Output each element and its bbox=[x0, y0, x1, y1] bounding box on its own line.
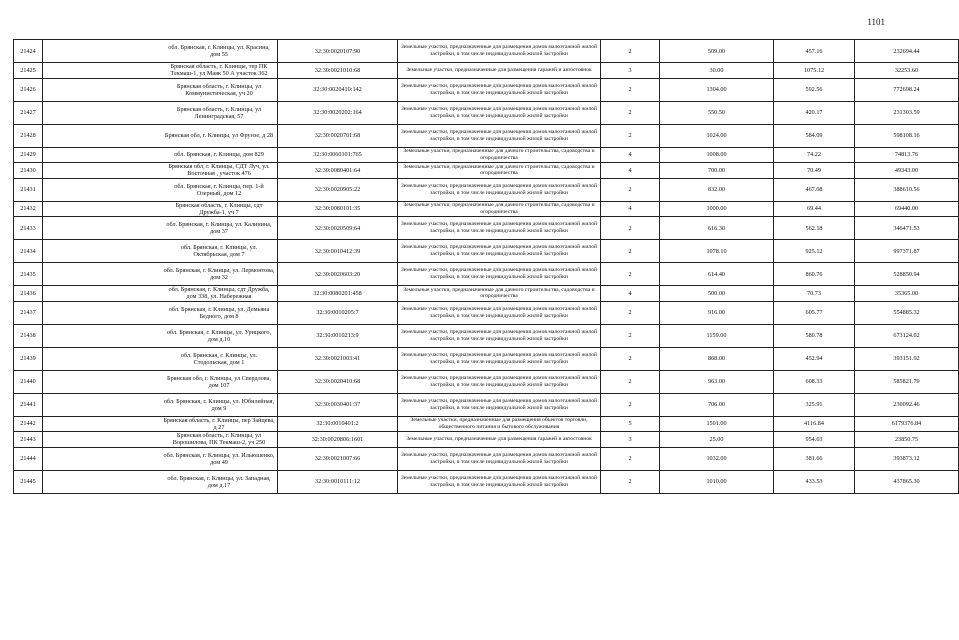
land-use-cell: Земельные участки, предназначенные для размещения домов малоэтажной жилой застройки, в том числе индивидуальной жилой застройки bbox=[398, 124, 601, 147]
area-cell: 1304.00 bbox=[660, 78, 774, 101]
area-cell: 614.40 bbox=[660, 263, 774, 286]
land-use-cell: Земельные участки, предназначенные для размещения домов малоэтажной жилой застройки, в том числе индивидуальной жилой застройки bbox=[398, 240, 601, 263]
table-row bbox=[14, 201, 959, 217]
area-cell: 1159.00 bbox=[660, 324, 774, 347]
row-number-cell: 21434 bbox=[14, 240, 43, 263]
cadastral-value-cell: 673124.02 bbox=[855, 324, 959, 347]
unit-value-cell: 592.56 bbox=[774, 78, 855, 101]
address-cell: Брянская обл, г. Клинцы, ул Свердлова, дом 107 bbox=[43, 370, 278, 393]
land-use-cell: Земельные участки, предназначенные для размещения гаражей и автостоянок bbox=[398, 432, 601, 448]
cadastral-value-cell: 393151.92 bbox=[855, 347, 959, 370]
table-row bbox=[14, 447, 959, 470]
group-cell: 2 bbox=[601, 78, 660, 101]
unit-value-cell: 1075.12 bbox=[774, 63, 855, 79]
area-cell: 1032.00 bbox=[660, 447, 774, 470]
cadastral-number-cell: 32:30:0020905:22 bbox=[278, 178, 398, 201]
group-cell: 2 bbox=[601, 470, 660, 493]
address-cell: обл. Брянская, г. Клинцы, ул. Ильюшенко, дом 49 bbox=[43, 447, 278, 470]
cadastral-value-cell: 437865.30 bbox=[855, 470, 959, 493]
area-cell: 1024.00 bbox=[660, 124, 774, 147]
table-row bbox=[14, 101, 959, 124]
table-row bbox=[14, 286, 959, 302]
address-cell: Брянская обл, г. Клинцы, ул Фрунзе, д 28 bbox=[43, 124, 278, 147]
table-row bbox=[14, 124, 959, 147]
table-row bbox=[14, 347, 959, 370]
row-number-cell: 21425 bbox=[14, 63, 43, 79]
group-cell: 2 bbox=[601, 347, 660, 370]
cadastral-value-cell: 231303.59 bbox=[855, 101, 959, 124]
row-number-cell: 21432 bbox=[14, 201, 43, 217]
cadastral-number-cell: 32:30:0010205:7 bbox=[278, 301, 398, 324]
group-cell: 4 bbox=[601, 147, 660, 163]
cadastral-number-cell: 32:30:0080401:64 bbox=[278, 163, 398, 179]
row-number-cell: 21442 bbox=[14, 416, 43, 432]
group-cell: 3 bbox=[601, 63, 660, 79]
unit-value-cell: 562.18 bbox=[774, 217, 855, 240]
cadastral-value-cell: 772698.24 bbox=[855, 78, 959, 101]
land-use-cell: Земельные участки, предназначенные для размещения домов малоэтажной жилой застройки, в том числе индивидуальной жилой застройки bbox=[398, 447, 601, 470]
cadastral-value-cell: 598108.16 bbox=[855, 124, 959, 147]
address-cell: Брянская область, г. Клинцы, пер Зайцева, д 27 bbox=[43, 416, 278, 432]
table-row bbox=[14, 217, 959, 240]
row-number-cell: 21438 bbox=[14, 324, 43, 347]
table-row bbox=[14, 370, 959, 393]
unit-value-cell: 69.44 bbox=[774, 201, 855, 217]
area-cell: 25.00 bbox=[660, 432, 774, 448]
unit-value-cell: 74.22 bbox=[774, 147, 855, 163]
row-number-cell: 21429 bbox=[14, 147, 43, 163]
address-cell: Брянская область, г. Клинцы, сдт Дружба-1, уч 7 bbox=[43, 201, 278, 217]
land-use-cell: Земельные участки, предназначенные для размещения объектов торговли, общественного питания и бытового обслуживания bbox=[398, 416, 601, 432]
area-cell: 706.00 bbox=[660, 393, 774, 416]
address-cell: обл. Брянская, г. Клинцы, ул. Калинина, дом 37 bbox=[43, 217, 278, 240]
unit-value-cell: 70.49 bbox=[774, 163, 855, 179]
land-use-cell: Земельные участки, предназначенные для размещения домов малоэтажной жилой застройки, в том числе индивидуальной жилой застройки bbox=[398, 370, 601, 393]
unit-value-cell: 70.73 bbox=[774, 286, 855, 302]
row-number-cell: 21439 bbox=[14, 347, 43, 370]
group-cell: 2 bbox=[601, 393, 660, 416]
table-row bbox=[14, 416, 959, 432]
area-cell: 963.00 bbox=[660, 370, 774, 393]
table-row bbox=[14, 147, 959, 163]
cadastral-number-cell: 32:30:0080101:35 bbox=[278, 201, 398, 217]
address-cell: обл. Брянская, г. Клинцы, ул. Урицкого, дом д.10 bbox=[43, 324, 278, 347]
address-cell: Брянская область, г. Клинцы, тер ПК Текмаш-1, ул Маяк 50 А участок 362 bbox=[43, 63, 278, 79]
cadastral-value-cell: 35365.00 bbox=[855, 286, 959, 302]
address-cell: обл. Брянская, г. Клинцы, сдт Дружба, дом 338, ул. Набережная bbox=[43, 286, 278, 302]
area-cell: 550.50 bbox=[660, 101, 774, 124]
row-number-cell: 21435 bbox=[14, 263, 43, 286]
cadastral-value-cell: 32253.60 bbox=[855, 63, 959, 79]
cadastral-number-cell: 32:30:0060101:765 bbox=[278, 147, 398, 163]
cadastral-number-cell: 32:30:0021010:68 bbox=[278, 63, 398, 79]
address-cell: Брянская область, г. Клинцы, ул Коммунистическая, уч 20 bbox=[43, 78, 278, 101]
unit-value-cell: 954.03 bbox=[774, 432, 855, 448]
table-row bbox=[14, 263, 959, 286]
row-number-cell: 21441 bbox=[14, 393, 43, 416]
land-use-cell: Земельные участки, предназначенные для размещения домов малоэтажной жилой застройки, в том числе индивидуальной жилой застройки bbox=[398, 263, 601, 286]
cadastral-value-cell: 528850.94 bbox=[855, 263, 959, 286]
unit-value-cell: 584.09 bbox=[774, 124, 855, 147]
row-number-cell: 21444 bbox=[14, 447, 43, 470]
area-cell: 1078.10 bbox=[660, 240, 774, 263]
table-row bbox=[14, 240, 959, 263]
land-use-cell: Земельные участки, предназначенные для дачного строительства, садоводства и огородничества bbox=[398, 286, 601, 302]
cadastral-value-table bbox=[13, 39, 959, 494]
cadastral-value-cell: 346471.53 bbox=[855, 217, 959, 240]
address-cell: Брянская область, г. Клинцы, ул Ворошилова, ПК Текмаш-2, уч 250 bbox=[43, 432, 278, 448]
address-cell: обл. Брянская, г. Клинцы, ул. Стодольская, дом 1 bbox=[43, 347, 278, 370]
area-cell: 868.00 bbox=[660, 347, 774, 370]
cadastral-number-cell: 32:30:0020509:64 bbox=[278, 217, 398, 240]
row-number-cell: 21430 bbox=[14, 163, 43, 179]
cadastral-value-cell: 997371.87 bbox=[855, 240, 959, 263]
cadastral-number-cell: 32:30:0020603:20 bbox=[278, 263, 398, 286]
unit-value-cell: 925.12 bbox=[774, 240, 855, 263]
address-cell: обл. Брянская, г. Клинцы, ул. Октябрьская, дом 7 bbox=[43, 240, 278, 263]
group-cell: 2 bbox=[601, 447, 660, 470]
group-cell: 2 bbox=[601, 101, 660, 124]
cadastral-value-cell: 74813.76 bbox=[855, 147, 959, 163]
cadastral-value-cell: 49343.00 bbox=[855, 163, 959, 179]
area-cell: 1008.00 bbox=[660, 147, 774, 163]
unit-value-cell: 433.53 bbox=[774, 470, 855, 493]
table-row bbox=[14, 163, 959, 179]
cadastral-value-cell: 69440.00 bbox=[855, 201, 959, 217]
address-cell: Брянская обл, г. Клинцы, СДТ Луч, ул. Восточная , участок 476 bbox=[43, 163, 278, 179]
land-use-cell: Земельные участки, предназначенные для размещения домов малоэтажной жилой застройки, в том числе индивидуальной жилой застройки bbox=[398, 324, 601, 347]
land-use-cell: Земельные участки, предназначенные для дачного строительства, садоводства и огородничества bbox=[398, 201, 601, 217]
land-use-cell: Земельные участки, предназначенные для размещения домов малоэтажной жилой застройки, в том числе индивидуальной жилой застройки bbox=[398, 78, 601, 101]
unit-value-cell: 457.16 bbox=[774, 40, 855, 63]
group-cell: 4 bbox=[601, 163, 660, 179]
row-number-cell: 21426 bbox=[14, 78, 43, 101]
area-cell: 1000.00 bbox=[660, 201, 774, 217]
land-use-cell: Земельные участки, предназначенные для размещения домов малоэтажной жилой застройки, в том числе индивидуальной жилой застройки bbox=[398, 178, 601, 201]
table-row bbox=[14, 40, 959, 63]
area-cell: 916.00 bbox=[660, 301, 774, 324]
address-cell: обл. Брянская, г. Клинцы, ул. Демьяна Бедного, дом 8 bbox=[43, 301, 278, 324]
row-number-cell: 21443 bbox=[14, 432, 43, 448]
group-cell: 2 bbox=[601, 370, 660, 393]
area-cell: 1010.00 bbox=[660, 470, 774, 493]
land-use-cell: Земельные участки, предназначенные для размещения домов малоэтажной жилой застройки, в том числе индивидуальной жилой застройки bbox=[398, 101, 601, 124]
page-number: 1101 bbox=[867, 17, 885, 27]
unit-value-cell: 325.91 bbox=[774, 393, 855, 416]
unit-value-cell: 420.17 bbox=[774, 101, 855, 124]
area-cell: 832.00 bbox=[660, 178, 774, 201]
table-row bbox=[14, 178, 959, 201]
table-row bbox=[14, 393, 959, 416]
address-cell: обл. Брянская, г. Клинцы, ул. Лермонтова, дом 32 bbox=[43, 263, 278, 286]
cadastral-number-cell: 32:30:0080201:458 bbox=[278, 286, 398, 302]
row-number-cell: 21437 bbox=[14, 301, 43, 324]
cadastral-number-cell: 32:30:0010401:2 bbox=[278, 416, 398, 432]
land-use-cell: Земельные участки, предназначенные для размещения домов малоэтажной жилой застройки, в том числе индивидуальной жилой застройки bbox=[398, 393, 601, 416]
cadastral-number-cell: 32:30:0030401:37 bbox=[278, 393, 398, 416]
cadastral-value-cell: 393873.12 bbox=[855, 447, 959, 470]
cadastral-number-cell: 32:30:0020410:68 bbox=[278, 370, 398, 393]
cadastral-value-cell: 585821.79 bbox=[855, 370, 959, 393]
group-cell: 2 bbox=[601, 240, 660, 263]
cadastral-value-cell: 388610.56 bbox=[855, 178, 959, 201]
group-cell: 5 bbox=[601, 416, 660, 432]
address-cell: Брянская область, г. Клинцы, ул Ленинградская, 57 bbox=[43, 101, 278, 124]
address-cell: обл. Брянская, г. Клинцы, ул. Юбилейная, дом 9 bbox=[43, 393, 278, 416]
cadastral-number-cell: 32:30:0020107:90 bbox=[278, 40, 398, 63]
table-row bbox=[14, 324, 959, 347]
group-cell: 2 bbox=[601, 124, 660, 147]
cadastral-value-cell: 232694.44 bbox=[855, 40, 959, 63]
row-number-cell: 21445 bbox=[14, 470, 43, 493]
area-cell: 616.30 bbox=[660, 217, 774, 240]
unit-value-cell: 452.94 bbox=[774, 347, 855, 370]
cadastral-value-cell: 23850.75 bbox=[855, 432, 959, 448]
address-cell: обл. Брянская, г. Клинцы, ул. Западная, дом д.17 bbox=[43, 470, 278, 493]
table-row bbox=[14, 63, 959, 79]
row-number-cell: 21440 bbox=[14, 370, 43, 393]
cadastral-number-cell: 32:30:0010412:39 bbox=[278, 240, 398, 263]
cadastral-number-cell: 32:30:0021007:66 bbox=[278, 447, 398, 470]
cadastral-value-cell: 230092.46 bbox=[855, 393, 959, 416]
row-number-cell: 21424 bbox=[14, 40, 43, 63]
cadastral-number-cell: 32:30:0020202:164 bbox=[278, 101, 398, 124]
area-cell: 1501.00 bbox=[660, 416, 774, 432]
row-number-cell: 21436 bbox=[14, 286, 43, 302]
land-use-cell: Земельные участки, предназначенные для размещения домов малоэтажной жилой застройки, в том числе индивидуальной жилой застройки bbox=[398, 347, 601, 370]
cadastral-number-cell: 32:30:0020806:1601 bbox=[278, 432, 398, 448]
area-cell: 509.00 bbox=[660, 40, 774, 63]
group-cell: 2 bbox=[601, 217, 660, 240]
row-number-cell: 21431 bbox=[14, 178, 43, 201]
group-cell: 2 bbox=[601, 263, 660, 286]
cadastral-value-cell: 6179376.84 bbox=[855, 416, 959, 432]
unit-value-cell: 605.77 bbox=[774, 301, 855, 324]
land-use-cell: Земельные участки, предназначенные для размещения домов малоэтажной жилой застройки, в том числе индивидуальной жилой застройки bbox=[398, 40, 601, 63]
cadastral-number-cell: 32:30:0021003:41 bbox=[278, 347, 398, 370]
group-cell: 2 bbox=[601, 178, 660, 201]
table-row bbox=[14, 301, 959, 324]
group-cell: 2 bbox=[601, 40, 660, 63]
group-cell: 2 bbox=[601, 301, 660, 324]
unit-value-cell: 608.33 bbox=[774, 370, 855, 393]
group-cell: 3 bbox=[601, 432, 660, 448]
land-use-cell: Земельные участки, предназначенные для размещения домов малоэтажной жилой застройки, в том числе индивидуальной жилой застройки bbox=[398, 217, 601, 240]
unit-value-cell: 381.66 bbox=[774, 447, 855, 470]
land-use-cell: Земельные участки, предназначенные для размещения домов малоэтажной жилой застройки, в том числе индивидуальной жилой застройки bbox=[398, 301, 601, 324]
cadastral-value-cell: 554885.32 bbox=[855, 301, 959, 324]
unit-value-cell: 580.78 bbox=[774, 324, 855, 347]
unit-value-cell: 860.76 bbox=[774, 263, 855, 286]
area-cell: 30.00 bbox=[660, 63, 774, 79]
address-cell: обл. Брянская, г. Клинцы, ул. Красина, дом 55 bbox=[43, 40, 278, 63]
table-row bbox=[14, 78, 959, 101]
address-cell: обл. Брянская, г. Клинцы, дом 829 bbox=[43, 147, 278, 163]
area-cell: 700.00 bbox=[660, 163, 774, 179]
cadastral-number-cell: 32:30:0020701:68 bbox=[278, 124, 398, 147]
area-cell: 500.00 bbox=[660, 286, 774, 302]
cadastral-number-cell: 32:30:0010111:12 bbox=[278, 470, 398, 493]
land-use-cell: Земельные участки, предназначенные для дачного строительства, садоводства и огородничества bbox=[398, 163, 601, 179]
unit-value-cell: 467.08 bbox=[774, 178, 855, 201]
group-cell: 4 bbox=[601, 201, 660, 217]
land-use-cell: Земельные участки, предназначенные для дачного строительства, садоводства и огородничества bbox=[398, 147, 601, 163]
land-use-cell: Земельные участки, предназначенные для размещения гаражей и автостоянок bbox=[398, 63, 601, 79]
row-number-cell: 21428 bbox=[14, 124, 43, 147]
table-row bbox=[14, 470, 959, 493]
row-number-cell: 21427 bbox=[14, 101, 43, 124]
table-row bbox=[14, 432, 959, 448]
land-use-cell: Земельные участки, предназначенные для размещения домов малоэтажной жилой застройки, в том числе индивидуальной жилой застройки bbox=[398, 470, 601, 493]
group-cell: 4 bbox=[601, 286, 660, 302]
unit-value-cell: 4116.84 bbox=[774, 416, 855, 432]
group-cell: 2 bbox=[601, 324, 660, 347]
cadastral-number-cell: 32:30:0010213:9 bbox=[278, 324, 398, 347]
address-cell: обл. Брянская, г. Клинцы, пер. 1-й Озерный, дом 12 bbox=[43, 178, 278, 201]
cadastral-number-cell: 32:30:0020410:142 bbox=[278, 78, 398, 101]
row-number-cell: 21433 bbox=[14, 217, 43, 240]
